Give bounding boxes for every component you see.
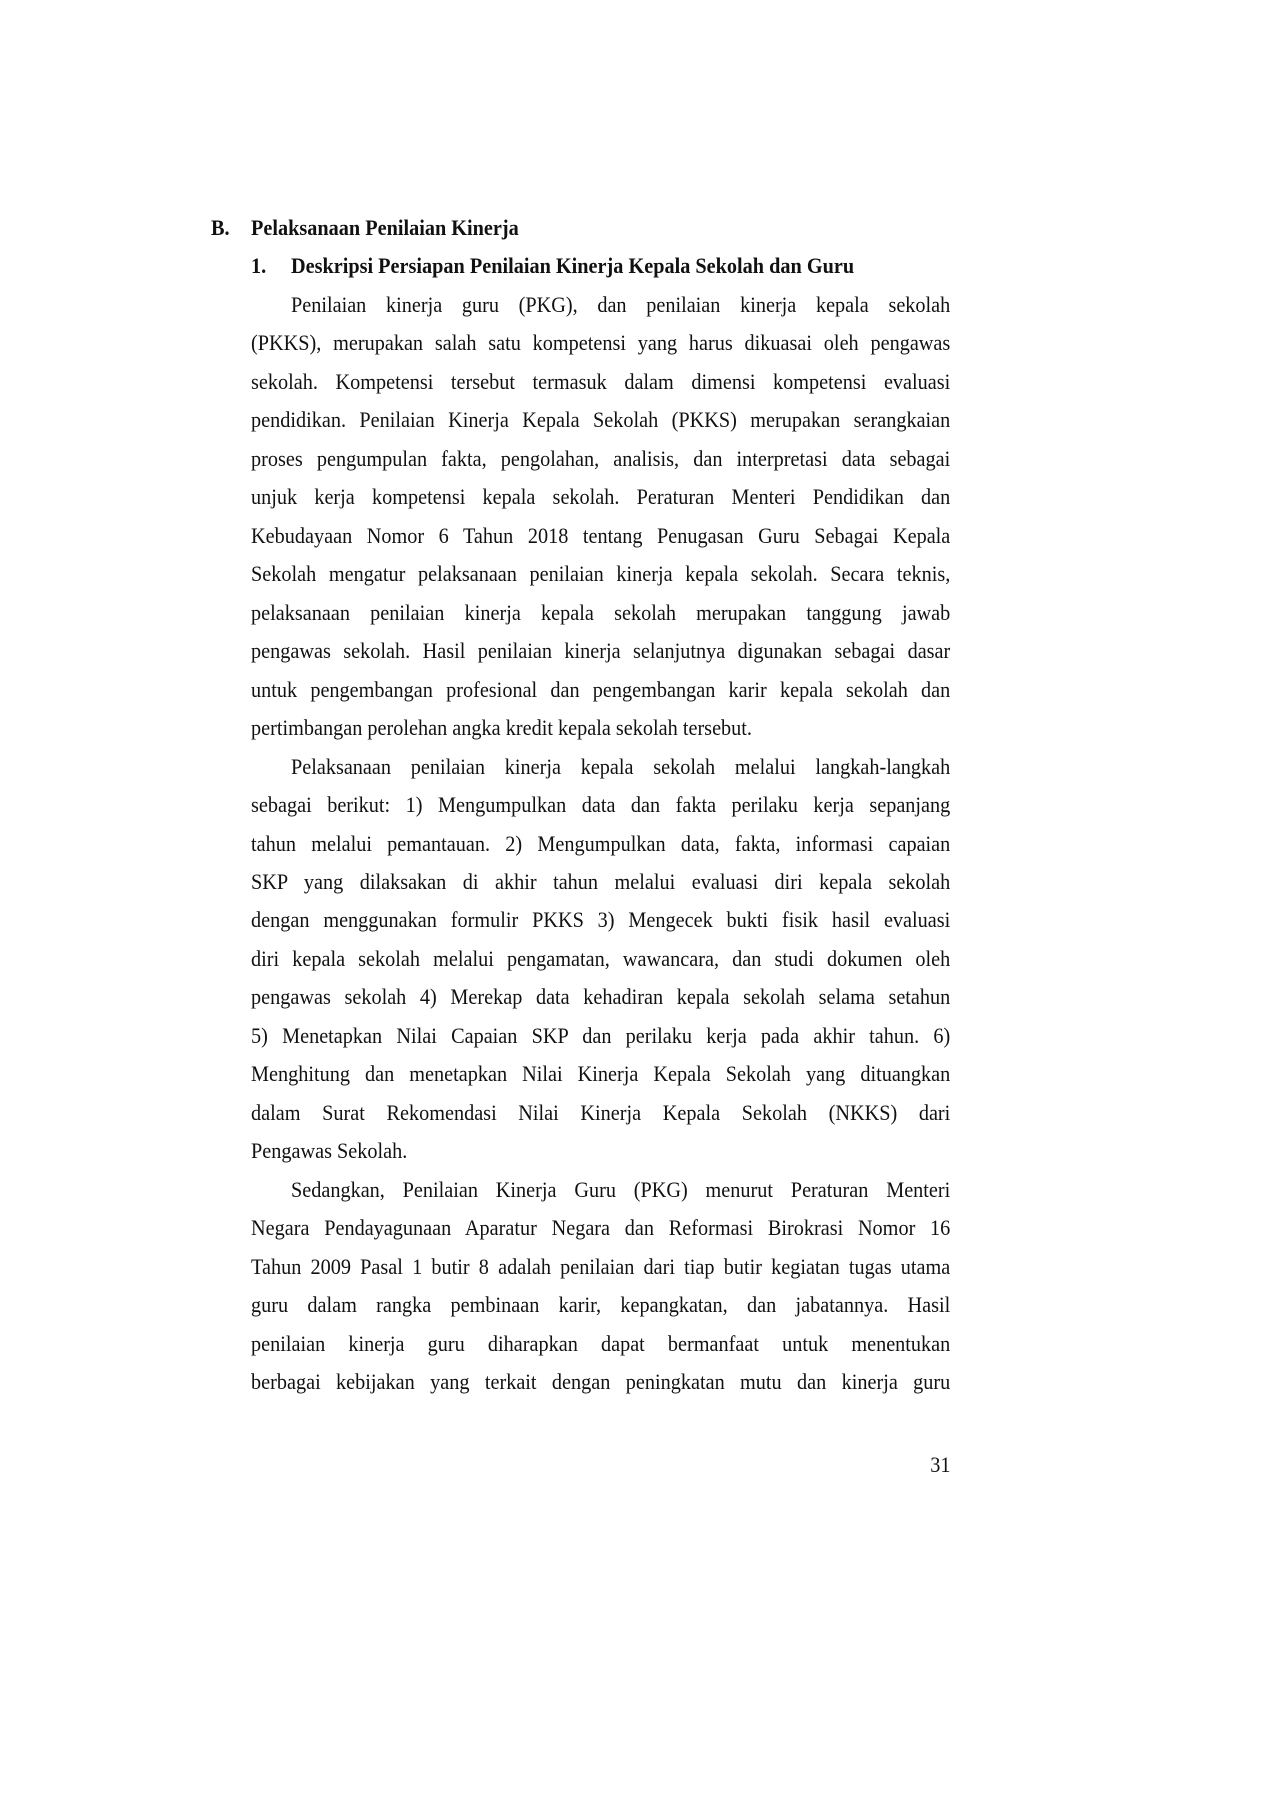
text-line: Menghitung dan menetapkan Nilai Kinerja Kepala Sekolah yang dituangkan [251, 1061, 951, 1087]
paragraphs [251, 286, 950, 1402]
section-title: Pelaksanaan Penilaian Kinerja [251, 215, 519, 240]
text-line: guru dalam rangka pembinaan karir, kepangkatan, dan jabatannya. Hasil [251, 1292, 951, 1318]
text-line: tahun melalui pemantauan. 2) Mengumpulkan data, fakta, informasi capaian [251, 830, 951, 856]
text-line: pelaksanaan penilaian kinerja kepala sekolah merupakan tanggung jawab [251, 599, 951, 625]
text-line: proses pengumpulan fakta, pengolahan, analisis, dan interpretasi data sebagai [251, 445, 951, 471]
page-number: 31 [929, 1452, 950, 1477]
text-line: pendidikan. Penilaian Kinerja Kepala Sekolah (PKKS) merupakan serangkaian [251, 407, 951, 433]
text-line: pengawas sekolah. Hasil penilaian kinerja selanjutnya digunakan sebagai dasar [251, 638, 951, 664]
text-line: unjuk kerja kompetensi kepala sekolah. Peraturan Menteri Pendidikan dan [251, 484, 951, 510]
paragraph [251, 748, 950, 1171]
text-line: sekolah. Kompetensi tersebut termasuk dalam dimensi kompetensi evaluasi [251, 368, 951, 394]
section-label: B. [211, 215, 230, 240]
text-line: dalam Surat Rekomendasi Nilai Kinerja Kepala Sekolah (NKKS) dari [251, 1099, 951, 1125]
text-line: SKP yang dilaksakan di akhir tahun melalui evaluasi diri kepala sekolah [251, 868, 951, 894]
subsection-label: 1. [251, 253, 267, 279]
text-line: untuk pengembangan profesional dan pengembangan karir kepala sekolah dan [251, 676, 951, 702]
paragraph [251, 286, 950, 748]
text-line: penilaian kinerja guru diharapkan dapat bermanfaat untuk menentukan [251, 1330, 951, 1356]
text-line: pertimbangan perolehan angka kredit kepala sekolah tersebut. [251, 715, 752, 741]
text-line: Pengawas Sekolah. [251, 1138, 408, 1164]
text-line: 5) Menetapkan Nilai Capaian SKP dan perilaku kerja pada akhir tahun. 6) [251, 1022, 951, 1048]
subsection-heading-1 [251, 247, 950, 285]
text-line: Penilaian kinerja guru (PKG), dan penilaian kinerja kepala sekolah [290, 291, 951, 317]
text-line: sebagai berikut: 1) Mengumpulkan data dan fakta perilaku kerja sepanjang [251, 792, 951, 818]
subsection-title: Deskripsi Persiapan Penilaian Kinerja Kepala Sekolah dan Guru [290, 253, 855, 279]
text-line: Pelaksanaan penilaian kinerja kepala sekolah melalui langkah-langkah [290, 753, 951, 779]
text-line: diri kepala sekolah melalui pengamatan, wawancara, dan studi dokumen oleh [251, 945, 951, 971]
text-line: Sekolah mengatur pelaksanaan penilaian kinerja kepala sekolah. Secara teknis, [251, 561, 951, 587]
text-line: dengan menggunakan formulir PKKS 3) Mengecek bukti fisik hasil evaluasi [251, 907, 951, 933]
section-heading-b [211, 209, 950, 247]
page-body [211, 209, 951, 1402]
paragraph [251, 1171, 950, 1402]
text-line: berbagai kebijakan yang terkait dengan peningkatan mutu dan kinerja guru [251, 1369, 951, 1395]
text-line: Negara Pendayagunaan Aparatur Negara dan Reformasi Birokrasi Nomor 16 [251, 1215, 951, 1241]
text-line: Kebudayaan Nomor 6 Tahun 2018 tentang Penugasan Guru Sebagai Kepala [251, 522, 951, 548]
text-line: (PKKS), merupakan salah satu kompetensi yang harus dikuasai oleh pengawas [251, 330, 951, 356]
text-line: Tahun 2009 Pasal 1 butir 8 adalah penilaian dari tiap butir kegiatan tugas utama [251, 1253, 951, 1279]
text-line: Sedangkan, Penilaian Kinerja Guru (PKG) menurut Peraturan Menteri [290, 1176, 951, 1202]
text-line: pengawas sekolah 4) Merekap data kehadiran kepala sekolah selama setahun [251, 984, 951, 1010]
